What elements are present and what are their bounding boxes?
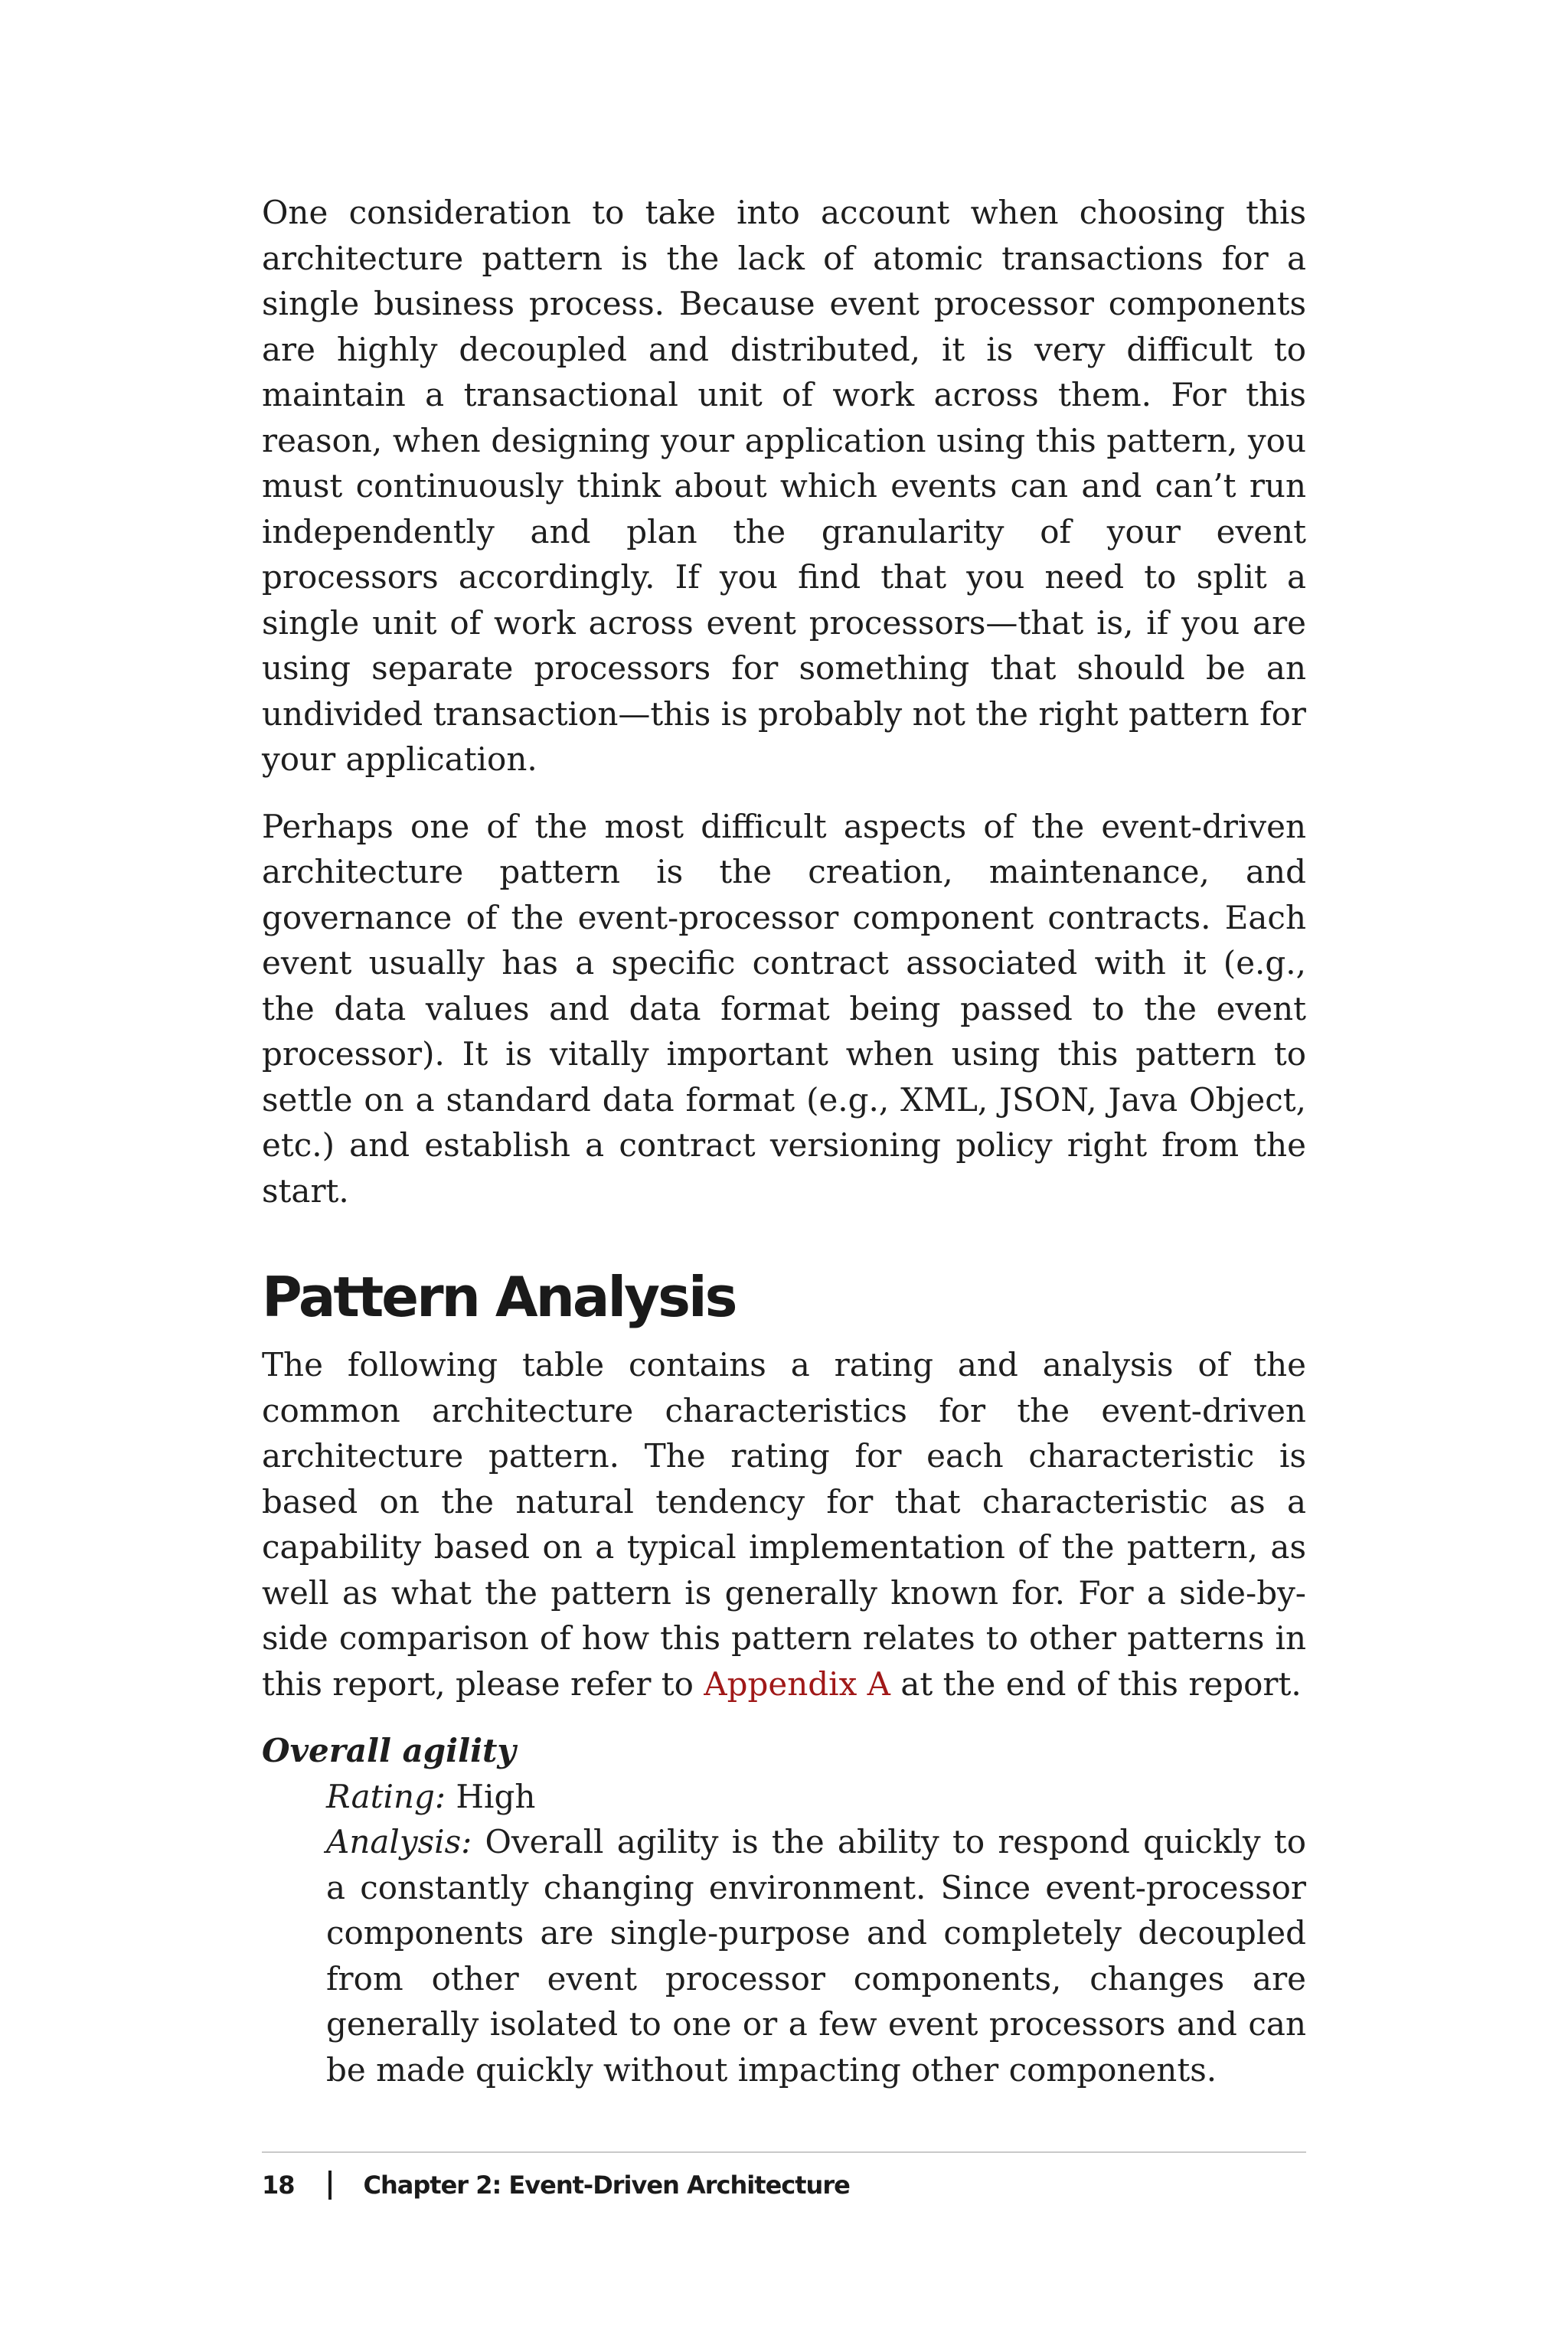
- intro-text-after-link: at the end of this report.: [890, 1664, 1302, 1703]
- analysis-label: Analysis:: [326, 1823, 472, 1860]
- analysis-line: [326, 1819, 1306, 2092]
- analysis-text: Overall agility is the ability to respond quickly to a constantly changing environment. Since event-processor components are single-purpose and completely decoupled from other event processor components, changes are generally isolated to one or a few event processors and can be made quickly without impacting other components.: [326, 1823, 1306, 2089]
- rating-line: [326, 1774, 1306, 1820]
- rating-label: Rating:: [326, 1777, 446, 1815]
- body-paragraph-2: Perhaps one of the most difficult aspects of the event-driven architecture pattern is the creation, maintenance, and governance of the event-processor component contracts. Each event usually has a specific contract associated with it (e.g., the data values and data format being passed to the event processor). It is vitally important when using this pattern to settle on a standard data format (e.g., XML, JSON, Java Object, etc.) and establish a contract versioning policy right from the start.: [262, 807, 1306, 1210]
- intro-text-before-link: The following table contains a rating and analysis of the common architecture characteristics for the event-driven architecture pattern. The rating for each characteristic is based on the natural tendency for that characteristic as a capability based on a typical implementation of the pattern, as well as what the pattern is generally known for. For a side-by-side comparison of how this pattern relates to other patterns in this report, please refer to: [262, 1346, 1306, 1703]
- body-paragraph-1: One consideration to take into account when choosing this architecture pattern is the lack of atomic transactions for a single business process. Because event processor components are highly decoupled and distributed, it is very difficult to maintain a transactional unit of work across them. For this reason, when designing your application using this pattern, you must continuously think about which events can and can’t run independently and plan the granularity of your event processors accordingly. If you find that you need to split a single unit of work across event processors—that is, if you are using separate processors for something that should be an undivided transaction—this is probably not the right pattern for your application.: [262, 194, 1306, 778]
- section-heading: Pattern Analysis: [262, 1265, 736, 1329]
- text-column: [262, 190, 1306, 2092]
- appendix-a-link[interactable]: Appendix A: [704, 1664, 890, 1703]
- rating-value: High: [446, 1777, 536, 1815]
- page-number: 18: [262, 2171, 295, 2200]
- chapter-title: Chapter 2: Event-Driven Architecture: [363, 2171, 850, 2200]
- characteristic-term: Overall agility: [262, 1732, 516, 1769]
- section-intro-paragraph: [262, 1342, 1306, 1707]
- footer-separator: [328, 2171, 332, 2200]
- characteristic-definition: [326, 1774, 1306, 2093]
- page-footer: [262, 2165, 850, 2205]
- footer-rule: [262, 2151, 1306, 2153]
